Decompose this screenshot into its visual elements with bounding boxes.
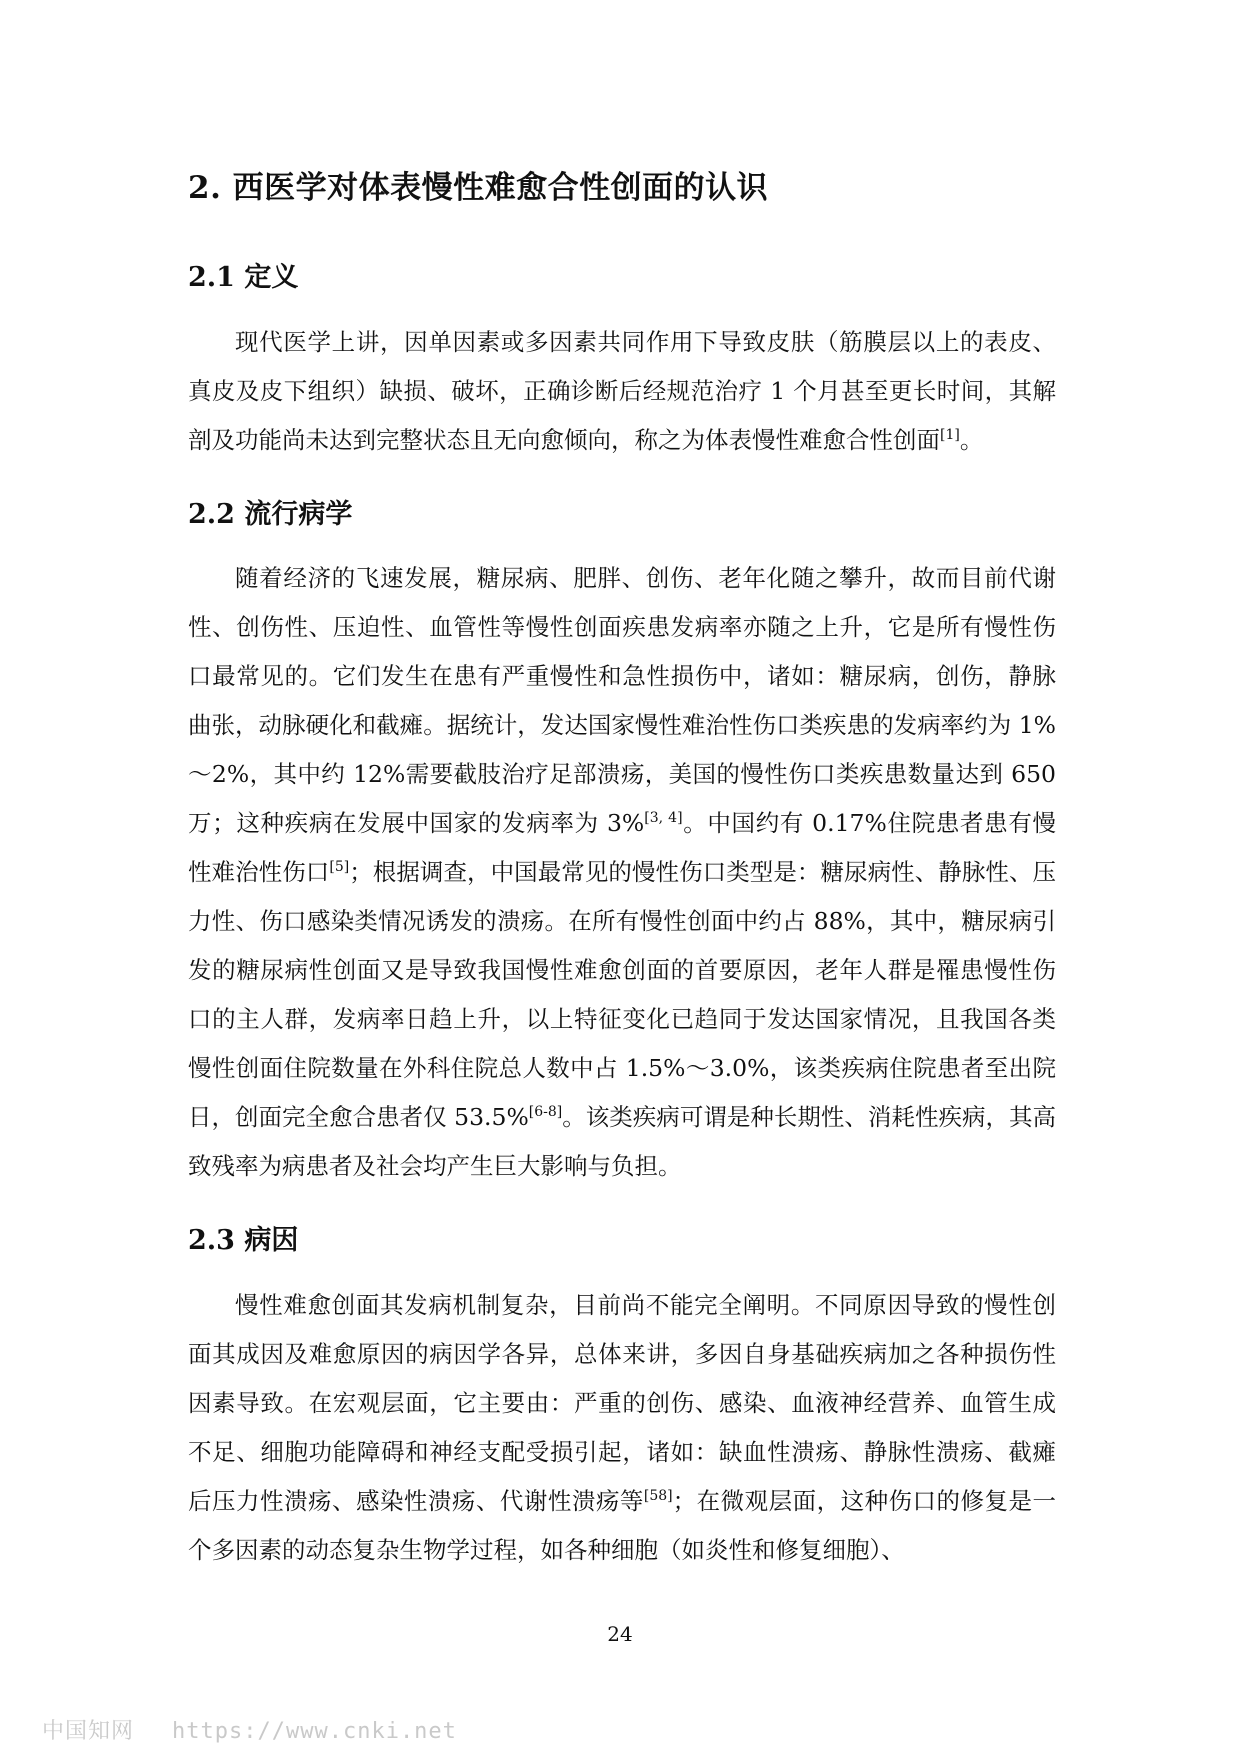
paragraph-text: 现代医学上讲，因单因素或多因素共同作用下导致皮肤（筋膜层以上的表皮、真皮及皮下组织）缺损、破坏，正确诊断后经规范治疗 1 个月甚至更长时间，其解剖及功能尚未达到完整状态且无向愈倾向，称之为体表慢性难愈合性创面 — [188, 328, 1056, 454]
watermark-site-name: 中国知网 — [42, 1719, 135, 1744]
paragraph-text: 慢性难愈创面其发病机制复杂，目前尚不能完全阐明。不同原因导致的慢性创面其成因及难愈原因的病因学各异，总体来讲，多因自身基础疾病加之各种损伤性因素导致。在宏观层面，它主要由：严重的创伤、感染、血液神经营养、血管生成不足、细胞功能障碍和神经支配受损引起，诸如：缺血性溃疡、静脉性溃疡、截瘫后压力性溃疡、感染性溃疡、代谢性溃疡等 — [188, 1291, 1056, 1515]
page-number: 24 — [607, 1622, 633, 1646]
citation-ref: [3, 4] — [644, 810, 683, 827]
section-title-epidemiology: 2.2 流行病学 — [188, 499, 353, 530]
paragraph-etiology — [188, 1281, 1056, 1575]
paragraph-definition — [188, 318, 1056, 465]
watermark — [42, 1714, 457, 1745]
section-title-definition: 2.1 定义 — [188, 262, 299, 293]
citation-ref: [58] — [643, 1488, 673, 1505]
paragraph-text: 。该类疾病可谓是种长期性、消耗性疾病，其高致残率为病患者及社会均产生巨大影响与负担。 — [188, 1103, 1057, 1180]
paragraph-text: 。中国约有 0.17%住院患者患有慢性难治性伤口 — [188, 809, 1056, 886]
section-title-etiology: 2.3 病因 — [188, 1225, 299, 1256]
paragraph-tail: 。 — [959, 426, 984, 454]
paragraph-epidemiology — [188, 554, 1056, 1191]
chapter-heading: 2. 西医学对体表慢性难愈合性创面的认识 — [188, 170, 769, 206]
paragraph-text: 随着经济的飞速发展，糖尿病、肥胖、创伤、老年化随之攀升，故而目前代谢性、创伤性、压迫性、血管性等慢性创面疾患发病率亦随之上升，它是所有慢性伤口最常见的。它们发生在患有严重慢性和急性损伤中，诸如：糖尿病，创伤，静脉曲张，动脉硬化和截瘫。据统计，发达国家慢性难治性伤口类疾患的发病率约为 1%～2%，其中约 12%需要截肢治疗足部溃疡，美国的慢性伤口类疾患数量达到 650 万；这种疾病在发展中国家的发病率为 3% — [188, 564, 1056, 837]
citation-ref: [5] — [329, 859, 350, 876]
watermark-url: https://www.cnki.net — [172, 1719, 457, 1744]
citation-ref: [1] — [940, 427, 960, 444]
paragraph-text: ；在微观层面，这种伤口的修复是一个多因素的动态复杂生物学过程，如各种细胞（如炎性和修复细胞）、 — [188, 1487, 1057, 1564]
paragraph-text: ；根据调查，中国最常见的慢性伤口类型是：糖尿病性、静脉性、压力性、伤口感染类情况诱发的溃疡。在所有慢性创面中约占 88%，其中，糖尿病引发的糖尿病性创面又是导致我国慢性难愈创面的首要原因，老年人群是罹患慢性伤口的主人群，发病率日趋上升，以上特征变化已趋同于发达国家情况，且我国各类慢性创面住院数量在外科住院总人数中占 1.5%～3.0%，该类疾病住院患者至出院日，创面完全愈合患者仅 53.5% — [188, 858, 1057, 1131]
citation-ref: [6-8] — [528, 1104, 563, 1121]
